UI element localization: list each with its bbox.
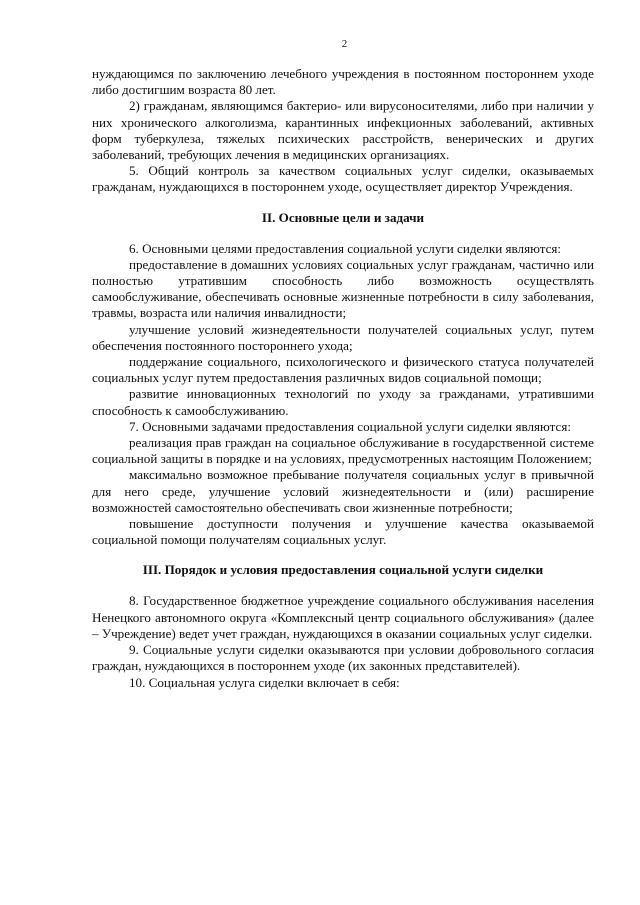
- goal-item-2: улучшение условий жизнедеятельности получателей социальных услуг, путем обеспечения постоянного постороннего ухода;: [92, 321, 594, 353]
- paragraph-item-5: 5. Общий контроль за качеством социальных услуг сиделки, оказываемых гражданам, нуждающихся в постороннем уходе, осуществляет директор Учреждения.: [92, 163, 594, 195]
- paragraph-item-9: 9. Социальные услуги сиделки оказываются при условии добровольного согласия граждан, нуждающихся в постороннем уходе (их законных представителей).: [92, 642, 594, 674]
- goal-item-4: развитие инновационных технологий по уходу за гражданами, утратившими способность к самообслуживанию.: [92, 386, 594, 418]
- section-2-heading: II. Основные цели и задачи: [261, 209, 425, 225]
- paragraph-item-7: 7. Основными задачами предоставления социальной услуги сиделки являются:: [129, 418, 572, 434]
- page-number: 2: [341, 38, 348, 50]
- paragraph-item-8: 8. Государственное бюджетное учреждение социального обслуживания населения Ненецкого автономного округа «Комплексный центр социального обслуживания» (далее – Учреждение) ведет учет граждан, нуждающихся в оказании социальных услуг сиделки.: [92, 593, 594, 641]
- goal-item-3: поддержание социального, психологического и физического статуса получателей социальных услуг путем предоставления различных видов социальной помощи;: [92, 354, 594, 386]
- paragraph-item-2: 2) гражданам, являющимся бактерио- или вирусоносителями, либо при наличии у них хронического алкоголизма, карантинных инфекционных заболеваний, активных форм туберкулеза, тяжелых психических расстройств, венерических и других заболеваний, требующих лечения в медицинских организациях.: [92, 98, 594, 163]
- task-item-3: повышение доступности получения и улучшение качества оказываемой социальной помощи получателям социальных услуг.: [92, 516, 594, 548]
- section-3-heading: III. Порядок и условия предоставления социальной услуги сиделки: [142, 562, 544, 578]
- paragraph-item-10: 10. Социальная услуга сиделки включает в себя:: [129, 674, 400, 690]
- paragraph-continuation: нуждающимся по заключению лечебного учреждения в постоянном постороннем уходе либо достигшим возраста 80 лет.: [92, 66, 594, 98]
- document-page: [92, 38, 594, 691]
- goal-item-1: предоставление в домашних условиях социальных услуг гражданам, частично или полностью утратившим способность либо возможность осуществлять самообслуживание, обеспечивать основные жизненные потребности в силу заболевания, травмы, возраста или наличия инвалидности;: [92, 256, 594, 321]
- task-item-1: реализация прав граждан на социальное обслуживание в государственной системе социальной защиты в порядке и на условиях, предусмотренных настоящим Положением;: [92, 435, 594, 467]
- paragraph-item-6: 6. Основными целями предоставления социальной услуги сиделки являются:: [129, 240, 562, 256]
- task-item-2: максимально возможное пребывание получателя социальных услуг в привычной для него среде, улучшение условий жизнедеятельности и (или) расширение возможностей самостоятельно обеспечивать свои жизненные потребности;: [92, 467, 594, 515]
